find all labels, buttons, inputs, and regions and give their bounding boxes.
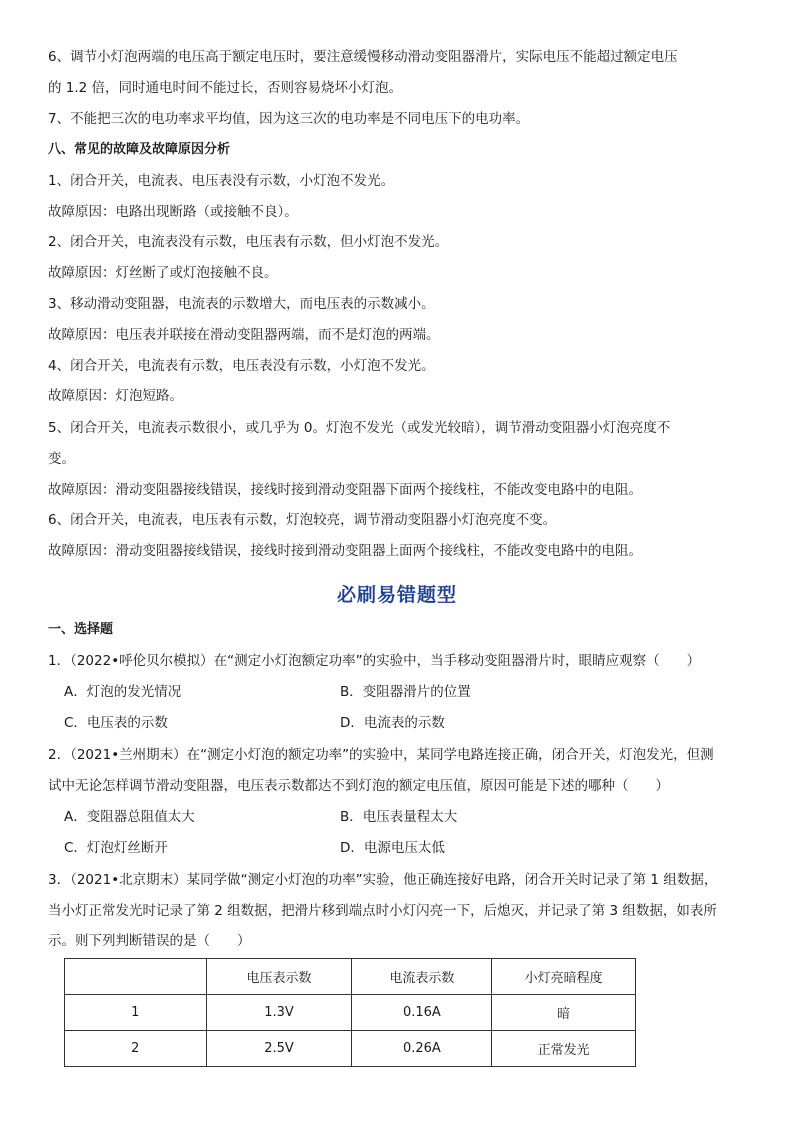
table-cell: 1.3V [206, 995, 352, 1031]
note-line: 6、调节小灯泡两端的电压高于额定电压时，要注意缓慢移动滑动变阻器滑片，实际电压不能超过额定电压 [48, 49, 678, 65]
fault-line: 4、闭合开关，电流表有示数，电压表没有示数，小灯泡不发光。 [48, 358, 435, 374]
question-stem: 3．（2021•北京期末）某同学做“测定小灯泡的功率”实验，他正确连接好电路，闭合开关时记录了第 1 组数据， [48, 872, 718, 888]
fault-line: 故障原因：灯泡短路。 [48, 388, 183, 404]
table-row [65, 1031, 636, 1067]
fault-line: 6、闭合开关，电流表，电压表有示数，灯泡较亮，调节滑动变阻器小灯泡亮度不变。 [48, 512, 557, 528]
option-d: D．电流表的示数 [340, 715, 445, 731]
data-table [64, 958, 636, 1067]
section-title: 必刷易错题型 [336, 584, 457, 606]
fault-line: 5、闭合开关，电流表示数很小，或几乎为 0。灯泡不发光（或发光较暗），调节滑动变阻器小灯泡亮度不 [48, 420, 671, 436]
table-header-cell [65, 959, 207, 995]
table-cell: 2.5V [206, 1031, 352, 1067]
fault-line: 变。 [48, 451, 75, 467]
table-header-cell: 电压表示数 [206, 959, 352, 995]
table-cell: 2 [65, 1031, 207, 1067]
option-a: A．变阻器总阻值太大 [64, 809, 195, 825]
table-cell: 正常发光 [492, 1031, 636, 1067]
fault-line: 1、闭合开关，电流表、电压表没有示数，小灯泡不发光。 [48, 173, 395, 189]
note-line: 的 1.2 倍，同时通电时间不能过长，否则容易烧坏小灯泡。 [48, 80, 403, 96]
option-c: C．电压表的示数 [64, 715, 168, 731]
fault-line: 故障原因：滑动变阻器接线错误，接线时接到滑动变阻器上面两个接线柱，不能改变电路中的电阻。 [48, 543, 642, 559]
option-b: B．电压表量程太大 [340, 809, 458, 825]
option-d: D．电源电压太低 [340, 840, 445, 856]
fault-line: 故障原因：灯丝断了或灯泡接触不良。 [48, 265, 278, 281]
fault-line: 故障原因：电压表并联接在滑动变阻器两端，而不是灯泡的两端。 [48, 327, 440, 343]
option-b: B．变阻器滑片的位置 [340, 684, 471, 700]
table-cell: 1 [65, 995, 207, 1031]
fault-line: 故障原因：滑动变阻器接线错误，接线时接到滑动变阻器下面两个接线柱，不能改变电路中的电阻。 [48, 482, 642, 498]
fault-line: 3、移动滑动变阻器，电流表的示数增大，而电压表的示数减小。 [48, 296, 435, 312]
question-stem: 1．（2022•呼伦贝尔模拟）在“测定小灯泡额定功率”的实验中，当手移动变阻器滑片时，眼睛应观察（ ） [48, 653, 701, 669]
table-header-row [65, 959, 636, 995]
option-a: A．灯泡的发光情况 [64, 684, 182, 700]
choice-heading: 一、选择题 [48, 622, 114, 637]
table-cell: 0.26A [352, 1031, 492, 1067]
fault-line: 2、闭合开关，电流表没有示数，电压表有示数，但小灯泡不发光。 [48, 234, 449, 250]
option-c: C．灯泡灯丝断开 [64, 840, 168, 856]
question-stem: 2．（2021•兰州期末）在“测定小灯泡的额定功率”的实验中，某同学电路连接正确，闭合开关，灯泡发光，但测 [48, 747, 714, 763]
question-stem: 示。则下列判断错误的是（ ） [48, 933, 251, 949]
question-stem: 当小灯正常发光时记录了第 2 组数据，把滑片移到端点时小灯闪亮一下，后熄灭，并记录了第 3 组数据，如表所 [48, 903, 717, 919]
fault-line: 故障原因：电路出现断路（或接触不良）。 [48, 204, 298, 220]
table-row [65, 995, 636, 1031]
table-header-cell: 小灯亮暗程度 [492, 959, 636, 995]
table-header-cell: 电流表示数 [352, 959, 492, 995]
table-cell: 暗 [492, 995, 636, 1031]
fault-section-heading: 八、常见的故障及故障原因分析 [48, 142, 231, 157]
note-line: 7、不能把三次的电功率求平均值，因为这三次的电功率是不同电压下的电功率。 [48, 111, 530, 127]
question-stem: 试中无论怎样调节滑动变阻器，电压表示数都达不到灯泡的额定电压值，原因可能是下述的哪种（ ） [48, 778, 669, 794]
table-cell: 0.16A [352, 995, 492, 1031]
